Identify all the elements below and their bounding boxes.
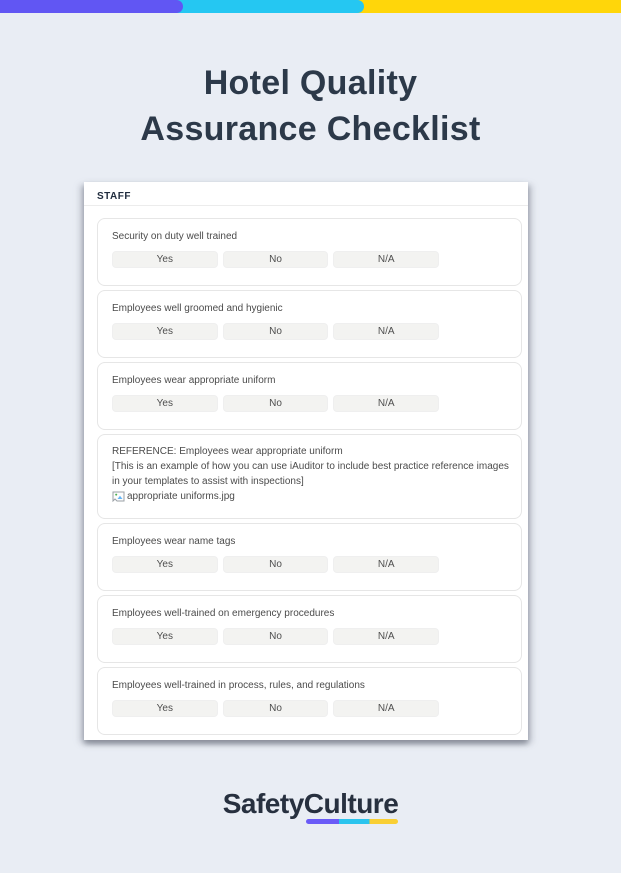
- reference-section: [97, 434, 522, 519]
- reference-title: REFERENCE: Employees wear appropriate uniform: [112, 446, 343, 457]
- yes-button[interactable]: Yes: [112, 556, 218, 573]
- no-button[interactable]: No: [223, 700, 329, 717]
- broken-image-icon: [112, 491, 125, 502]
- no-button[interactable]: No: [223, 395, 329, 412]
- answer-row: [112, 323, 439, 340]
- question-section-2: [97, 290, 522, 358]
- question-section-3: [97, 362, 522, 430]
- safetyculture-logo: [0, 788, 621, 820]
- na-button[interactable]: N/A: [333, 323, 439, 340]
- na-button[interactable]: N/A: [333, 556, 439, 573]
- no-button[interactable]: No: [223, 251, 329, 268]
- question-section-6: [97, 667, 522, 735]
- no-button[interactable]: No: [223, 556, 329, 573]
- question-label: Employees well-trained in process, rules, and regulations: [112, 680, 365, 691]
- yes-button[interactable]: Yes: [112, 628, 218, 645]
- page-title: [0, 60, 621, 152]
- section-header-staff: STAFF: [84, 182, 528, 206]
- answer-row: [112, 395, 439, 412]
- question-label: Employees wear appropriate uniform: [112, 375, 276, 386]
- answer-row: [112, 251, 439, 268]
- na-button[interactable]: N/A: [333, 628, 439, 645]
- yes-button[interactable]: Yes: [112, 700, 218, 717]
- reference-image-filename: appropriate uniforms.jpg: [127, 491, 235, 502]
- yes-button[interactable]: Yes: [112, 323, 218, 340]
- yes-button[interactable]: Yes: [112, 251, 218, 268]
- no-button[interactable]: No: [223, 628, 329, 645]
- safetyculture-logo-culture: Culture: [304, 788, 399, 820]
- answer-row: [112, 700, 439, 717]
- no-button[interactable]: No: [223, 323, 329, 340]
- question-label: Security on duty well trained: [112, 231, 238, 242]
- logo-underline: [306, 819, 399, 824]
- reference-description: [This is an example of how you can use iAuditor to include best practice reference images in your templates to assist with inspections]: [112, 461, 509, 487]
- na-button[interactable]: N/A: [333, 395, 439, 412]
- page-title-line1: Hotel Quality: [203, 64, 418, 102]
- na-button[interactable]: N/A: [333, 700, 439, 717]
- top-accent-bar-purple: [0, 0, 183, 13]
- na-button[interactable]: N/A: [333, 251, 439, 268]
- question-label: Employees well-trained on emergency procedures: [112, 608, 335, 619]
- question-section-5: [97, 595, 522, 663]
- page-title-line2: Assurance Checklist: [140, 110, 481, 148]
- question-label: Employees wear name tags: [112, 536, 236, 547]
- reference-image-line: [112, 491, 507, 502]
- checklist-document: [84, 182, 528, 740]
- sections-container: [84, 206, 528, 735]
- question-section-4: [97, 523, 522, 591]
- safetyculture-logo-safety: Safety: [222, 788, 304, 819]
- yes-button[interactable]: Yes: [112, 395, 218, 412]
- question-label: Employees well groomed and hygienic: [112, 303, 283, 314]
- question-section-1: [97, 218, 522, 286]
- answer-row: [112, 628, 439, 645]
- top-accent-bar: [0, 0, 621, 13]
- answer-row: [112, 556, 439, 573]
